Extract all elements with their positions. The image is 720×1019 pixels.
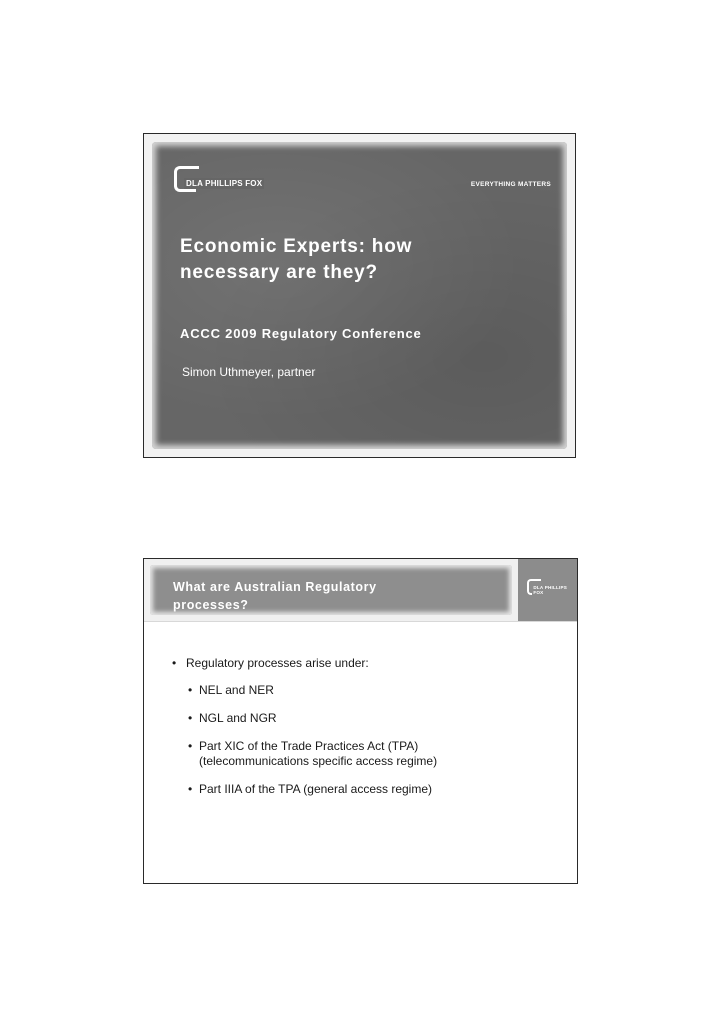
main-bullet-text: Regulatory processes arise under: — [186, 656, 369, 670]
slide-2-content — [172, 656, 438, 797]
main-bullet — [172, 656, 421, 670]
slide-1-author: Simon Uthmeyer, partner — [182, 365, 316, 379]
title-line-1: What are Australian Regulatory — [173, 580, 377, 594]
tagline: EVERYTHING MATTERS — [470, 181, 551, 188]
title-line-1: Economic Experts: how — [180, 236, 413, 257]
bullet-icon: • — [188, 683, 193, 697]
slide-1-background — [152, 142, 567, 449]
sub-bullet-text: NEL and NER — [199, 683, 274, 697]
title-line-2: processes? — [173, 598, 249, 612]
slide-2-header — [144, 559, 518, 621]
sub-bullet-text: Part IIIA of the TPA (general access regime) — [199, 782, 432, 796]
list-item — [188, 739, 437, 769]
sub-bullet-text: NGL and NGR — [199, 711, 277, 725]
bullet-icon: • — [172, 656, 177, 670]
sub-bullet-list — [188, 683, 437, 797]
slide-2-logo-box — [518, 559, 577, 621]
slide-2-title — [173, 578, 453, 614]
bullet-icon: • — [188, 739, 193, 753]
bullet-icon: • — [188, 711, 193, 725]
sub-bullet-text: Part XIC of the Trade Practices Act (TPA) (telecommunications specific access regime) — [199, 739, 438, 768]
slide-1-subtitle: ACCC 2009 Regulatory Conference — [180, 326, 422, 341]
list-item — [188, 683, 437, 698]
logo-text: DLA PHILLIPS FOX — [186, 178, 263, 188]
slide-2 — [143, 558, 578, 884]
slide-2-header-panel — [150, 565, 512, 615]
title-line-2: necessary are they? — [180, 262, 378, 283]
dla-phillips-fox-logo — [527, 579, 577, 595]
bullet-icon: • — [188, 782, 193, 796]
list-item — [188, 711, 437, 726]
slide-1-title — [180, 234, 520, 286]
list-item — [188, 782, 437, 797]
dla-phillips-fox-logo — [174, 165, 264, 193]
header-divider — [144, 621, 577, 622]
slide-1 — [143, 133, 576, 458]
logo-text: DLA PHILLIPS FOX — [532, 585, 577, 595]
